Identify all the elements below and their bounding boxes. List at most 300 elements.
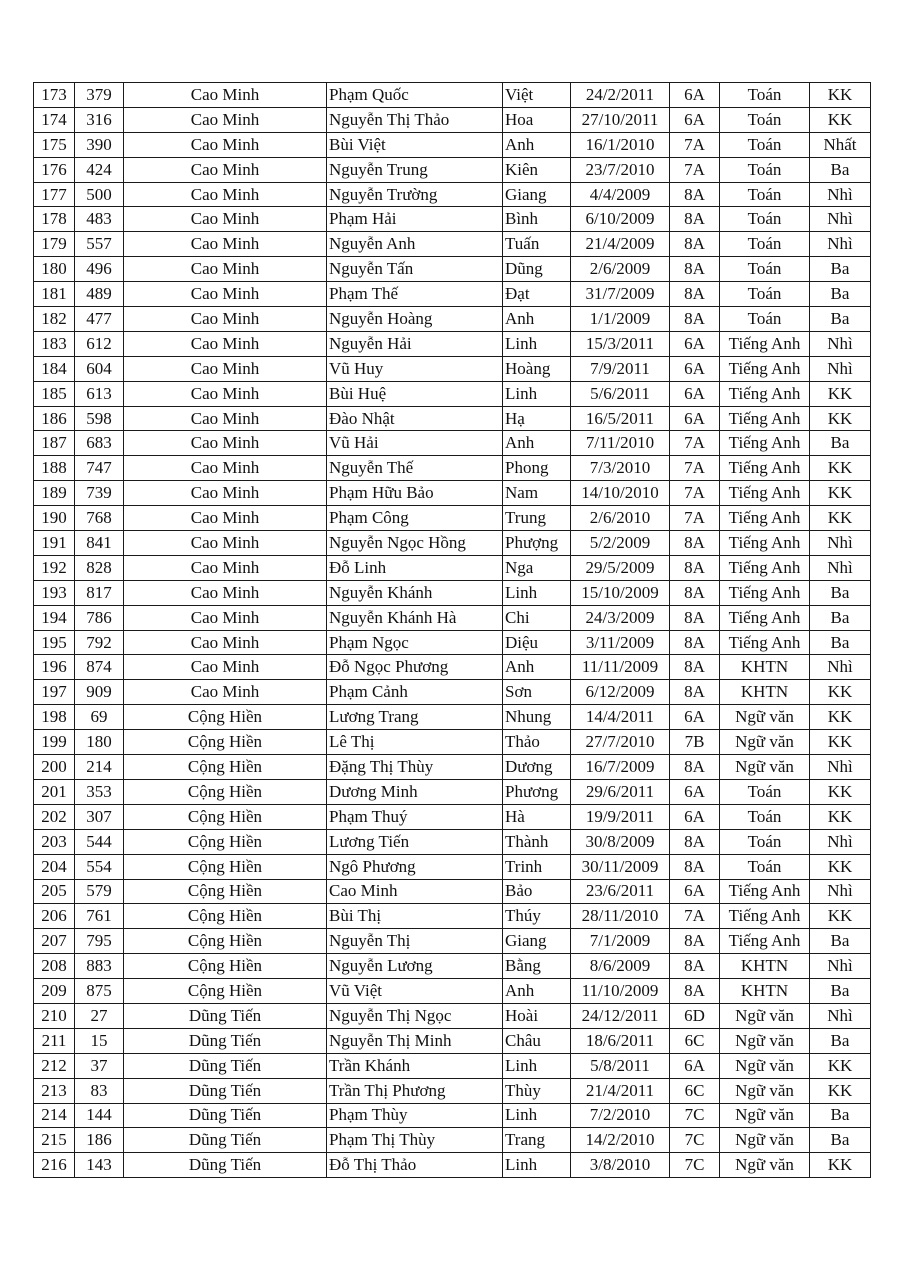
table-row [34,1053,871,1078]
cell-surname: Phạm Thị Thùy [327,1128,503,1153]
table-row [34,979,871,1004]
cell-class: 8A [670,257,720,282]
cell-candidate-number: 186 [75,1128,124,1153]
cell-date-of-birth: 21/4/2011 [571,1078,670,1103]
cell-surname: Đỗ Ngọc Phương [327,655,503,680]
cell-subject: Ngữ văn [720,755,810,780]
cell-stt: 187 [34,431,75,456]
cell-given-name: Trung [503,506,571,531]
cell-prize: Ba [810,1128,871,1153]
table-row [34,157,871,182]
cell-prize: Nhì [810,331,871,356]
cell-surname: Phạm Cảnh [327,680,503,705]
cell-candidate-number: 841 [75,531,124,556]
cell-date-of-birth: 1/1/2009 [571,307,670,332]
cell-school: Cộng Hiền [124,854,327,879]
cell-subject: Ngữ văn [720,1128,810,1153]
cell-school: Cao Minh [124,157,327,182]
table-row [34,954,871,979]
cell-candidate-number: 909 [75,680,124,705]
cell-surname: Nguyễn Hải [327,331,503,356]
cell-prize: Ba [810,307,871,332]
cell-prize: KK [810,730,871,755]
cell-class: 8A [670,232,720,257]
cell-candidate-number: 557 [75,232,124,257]
cell-prize: KK [810,705,871,730]
cell-school: Cao Minh [124,630,327,655]
cell-given-name: Châu [503,1028,571,1053]
cell-subject: KHTN [720,954,810,979]
cell-subject: Tiếng Anh [720,904,810,929]
cell-date-of-birth: 15/10/2009 [571,580,670,605]
cell-surname: Nguyễn Ngọc Hồng [327,531,503,556]
cell-prize: Nhì [810,555,871,580]
cell-candidate-number: 489 [75,282,124,307]
cell-date-of-birth: 4/4/2009 [571,182,670,207]
cell-date-of-birth: 23/6/2011 [571,879,670,904]
cell-school: Cao Minh [124,282,327,307]
cell-class: 6C [670,1028,720,1053]
cell-given-name: Anh [503,655,571,680]
cell-prize: KK [810,83,871,108]
table-row [34,307,871,332]
table-row [34,431,871,456]
cell-surname: Nguyễn Trung [327,157,503,182]
cell-prize: Ba [810,630,871,655]
cell-surname: Phạm Ngọc [327,630,503,655]
table-row [34,779,871,804]
cell-class: 8A [670,207,720,232]
cell-date-of-birth: 5/8/2011 [571,1053,670,1078]
cell-school: Cộng Hiền [124,755,327,780]
table-row [34,381,871,406]
cell-surname: Trần Thị Phương [327,1078,503,1103]
cell-date-of-birth: 3/8/2010 [571,1153,670,1178]
cell-stt: 211 [34,1028,75,1053]
cell-class: 8A [670,979,720,1004]
cell-given-name: Diệu [503,630,571,655]
cell-surname: Nguyễn Tấn [327,257,503,282]
cell-prize: KK [810,381,871,406]
cell-subject: Tiếng Anh [720,506,810,531]
cell-prize: KK [810,779,871,804]
cell-date-of-birth: 7/11/2010 [571,431,670,456]
cell-surname: Nguyễn Thị Thảo [327,107,503,132]
cell-given-name: Phượng [503,531,571,556]
cell-school: Cộng Hiền [124,804,327,829]
table-row [34,605,871,630]
cell-school: Dũng Tiến [124,1003,327,1028]
cell-surname: Lê Thị [327,730,503,755]
cell-date-of-birth: 16/7/2009 [571,755,670,780]
table-row [34,331,871,356]
cell-surname: Nguyễn Thị [327,929,503,954]
table-row [34,282,871,307]
cell-candidate-number: 390 [75,132,124,157]
cell-given-name: Phương [503,779,571,804]
cell-school: Cao Minh [124,456,327,481]
cell-class: 7C [670,1153,720,1178]
table-row [34,680,871,705]
cell-class: 7A [670,456,720,481]
cell-candidate-number: 874 [75,655,124,680]
cell-given-name: Hoài [503,1003,571,1028]
cell-candidate-number: 747 [75,456,124,481]
cell-given-name: Linh [503,1103,571,1128]
cell-stt: 178 [34,207,75,232]
table-row [34,929,871,954]
cell-given-name: Kiên [503,157,571,182]
cell-given-name: Đạt [503,282,571,307]
cell-surname: Bùi Huệ [327,381,503,406]
cell-given-name: Anh [503,307,571,332]
cell-given-name: Thúy [503,904,571,929]
cell-class: 8A [670,854,720,879]
table-row [34,356,871,381]
cell-class: 7A [670,481,720,506]
cell-prize: Nhì [810,182,871,207]
cell-surname: Lương Tiến [327,829,503,854]
cell-given-name: Anh [503,132,571,157]
cell-candidate-number: 483 [75,207,124,232]
cell-date-of-birth: 14/10/2010 [571,481,670,506]
cell-subject: Ngữ văn [720,1053,810,1078]
cell-subject: Toán [720,282,810,307]
cell-prize: KK [810,506,871,531]
cell-prize: Nhì [810,1003,871,1028]
cell-subject: KHTN [720,680,810,705]
cell-school: Cộng Hiền [124,829,327,854]
cell-given-name: Chi [503,605,571,630]
cell-class: 8A [670,655,720,680]
cell-stt: 199 [34,730,75,755]
cell-date-of-birth: 7/2/2010 [571,1103,670,1128]
cell-school: Cao Minh [124,257,327,282]
table-row [34,755,871,780]
cell-school: Cao Minh [124,83,327,108]
cell-candidate-number: 828 [75,555,124,580]
cell-date-of-birth: 16/1/2010 [571,132,670,157]
cell-class: 6A [670,406,720,431]
cell-class: 7A [670,506,720,531]
cell-date-of-birth: 8/6/2009 [571,954,670,979]
cell-date-of-birth: 29/6/2011 [571,779,670,804]
cell-date-of-birth: 29/5/2009 [571,555,670,580]
cell-given-name: Linh [503,1053,571,1078]
cell-subject: Tiếng Anh [720,456,810,481]
cell-candidate-number: 579 [75,879,124,904]
cell-given-name: Linh [503,331,571,356]
cell-date-of-birth: 16/5/2011 [571,406,670,431]
table-row [34,854,871,879]
cell-date-of-birth: 31/7/2009 [571,282,670,307]
cell-subject: Tiếng Anh [720,406,810,431]
cell-prize: Ba [810,257,871,282]
cell-subject: Tiếng Anh [720,531,810,556]
cell-prize: KK [810,1053,871,1078]
table-row [34,456,871,481]
cell-class: 6D [670,1003,720,1028]
cell-given-name: Hoa [503,107,571,132]
cell-candidate-number: 795 [75,929,124,954]
cell-subject: Toán [720,207,810,232]
cell-school: Cộng Hiền [124,929,327,954]
cell-stt: 179 [34,232,75,257]
cell-prize: KK [810,107,871,132]
cell-subject: Toán [720,132,810,157]
cell-stt: 190 [34,506,75,531]
table-row [34,1078,871,1103]
cell-prize: KK [810,456,871,481]
table-row [34,406,871,431]
cell-school: Cao Minh [124,555,327,580]
cell-surname: Cao Minh [327,879,503,904]
table-row [34,257,871,282]
cell-candidate-number: 544 [75,829,124,854]
cell-school: Dũng Tiến [124,1028,327,1053]
cell-subject: Ngữ văn [720,1103,810,1128]
cell-given-name: Linh [503,1153,571,1178]
cell-date-of-birth: 21/4/2009 [571,232,670,257]
cell-school: Dũng Tiến [124,1078,327,1103]
cell-given-name: Giang [503,182,571,207]
cell-surname: Đào Nhật [327,406,503,431]
cell-surname: Đỗ Thị Thảo [327,1153,503,1178]
cell-candidate-number: 786 [75,605,124,630]
cell-stt: 175 [34,132,75,157]
cell-given-name: Nam [503,481,571,506]
cell-subject: Tiếng Anh [720,381,810,406]
cell-stt: 183 [34,331,75,356]
cell-class: 8A [670,531,720,556]
table-row [34,705,871,730]
cell-stt: 215 [34,1128,75,1153]
cell-school: Cộng Hiền [124,979,327,1004]
cell-prize: KK [810,804,871,829]
cell-candidate-number: 83 [75,1078,124,1103]
cell-stt: 206 [34,904,75,929]
cell-prize: Ba [810,605,871,630]
cell-class: 6A [670,705,720,730]
cell-given-name: Bảo [503,879,571,904]
cell-class: 7A [670,157,720,182]
cell-given-name: Dũng [503,257,571,282]
cell-subject: KHTN [720,655,810,680]
cell-date-of-birth: 6/10/2009 [571,207,670,232]
cell-given-name: Thành [503,829,571,854]
table-row [34,1028,871,1053]
cell-subject: Toán [720,779,810,804]
cell-stt: 184 [34,356,75,381]
cell-class: 7C [670,1103,720,1128]
cell-stt: 207 [34,929,75,954]
cell-candidate-number: 883 [75,954,124,979]
cell-subject: Tiếng Anh [720,331,810,356]
cell-candidate-number: 180 [75,730,124,755]
cell-date-of-birth: 5/2/2009 [571,531,670,556]
cell-subject: Ngữ văn [720,1028,810,1053]
cell-class: 6A [670,879,720,904]
cell-given-name: Linh [503,381,571,406]
cell-date-of-birth: 11/10/2009 [571,979,670,1004]
cell-class: 8A [670,555,720,580]
table-row [34,904,871,929]
cell-school: Cao Minh [124,331,327,356]
cell-class: 8A [670,755,720,780]
cell-school: Cao Minh [124,182,327,207]
cell-date-of-birth: 27/7/2010 [571,730,670,755]
cell-candidate-number: 875 [75,979,124,1004]
table-row [34,1003,871,1028]
cell-candidate-number: 316 [75,107,124,132]
cell-candidate-number: 69 [75,705,124,730]
cell-class: 6A [670,804,720,829]
cell-prize: KK [810,481,871,506]
cell-school: Cao Minh [124,107,327,132]
cell-prize: Nhì [810,207,871,232]
cell-stt: 186 [34,406,75,431]
cell-surname: Nguyễn Trường [327,182,503,207]
cell-stt: 176 [34,157,75,182]
cell-school: Cộng Hiền [124,954,327,979]
table-row [34,207,871,232]
cell-surname: Phạm Thuý [327,804,503,829]
cell-given-name: Dương [503,755,571,780]
cell-prize: KK [810,904,871,929]
cell-surname: Phạm Quốc [327,83,503,108]
table-row [34,232,871,257]
cell-class: 6A [670,1053,720,1078]
cell-given-name: Thảo [503,730,571,755]
cell-school: Cao Minh [124,506,327,531]
cell-date-of-birth: 7/3/2010 [571,456,670,481]
table-row [34,506,871,531]
cell-date-of-birth: 27/10/2011 [571,107,670,132]
cell-school: Cộng Hiền [124,779,327,804]
table-row [34,580,871,605]
cell-school: Dũng Tiến [124,1053,327,1078]
cell-class: 8A [670,680,720,705]
cell-class: 6C [670,1078,720,1103]
cell-given-name: Bình [503,207,571,232]
cell-stt: 212 [34,1053,75,1078]
cell-surname: Nguyễn Khánh [327,580,503,605]
cell-subject: Toán [720,83,810,108]
cell-school: Cao Minh [124,431,327,456]
cell-date-of-birth: 14/4/2011 [571,705,670,730]
cell-prize: Nhì [810,531,871,556]
cell-school: Cao Minh [124,307,327,332]
cell-subject: Ngữ văn [720,1003,810,1028]
cell-subject: Tiếng Anh [720,481,810,506]
cell-class: 6A [670,107,720,132]
cell-surname: Dương Minh [327,779,503,804]
cell-candidate-number: 307 [75,804,124,829]
cell-stt: 205 [34,879,75,904]
table-row [34,829,871,854]
cell-candidate-number: 792 [75,630,124,655]
cell-given-name: Phong [503,456,571,481]
results-table [33,82,871,1178]
cell-stt: 185 [34,381,75,406]
cell-candidate-number: 37 [75,1053,124,1078]
cell-date-of-birth: 24/3/2009 [571,605,670,630]
cell-given-name: Trang [503,1128,571,1153]
cell-candidate-number: 496 [75,257,124,282]
cell-surname: Lương Trang [327,705,503,730]
cell-subject: Ngữ văn [720,1153,810,1178]
cell-school: Cộng Hiền [124,904,327,929]
cell-date-of-birth: 28/11/2010 [571,904,670,929]
cell-date-of-birth: 2/6/2010 [571,506,670,531]
cell-candidate-number: 613 [75,381,124,406]
cell-subject: Tiếng Anh [720,879,810,904]
cell-class: 8A [670,829,720,854]
cell-prize: KK [810,680,871,705]
cell-prize: Nhất [810,132,871,157]
cell-candidate-number: 27 [75,1003,124,1028]
cell-candidate-number: 604 [75,356,124,381]
cell-date-of-birth: 18/6/2011 [571,1028,670,1053]
cell-surname: Bùi Việt [327,132,503,157]
cell-candidate-number: 477 [75,307,124,332]
cell-subject: Tiếng Anh [720,555,810,580]
cell-candidate-number: 612 [75,331,124,356]
cell-prize: Ba [810,431,871,456]
table-row [34,630,871,655]
cell-prize: Nhì [810,755,871,780]
cell-stt: 214 [34,1103,75,1128]
cell-date-of-birth: 7/1/2009 [571,929,670,954]
cell-stt: 208 [34,954,75,979]
cell-school: Cộng Hiền [124,879,327,904]
cell-given-name: Tuấn [503,232,571,257]
cell-surname: Phạm Công [327,506,503,531]
cell-candidate-number: 353 [75,779,124,804]
cell-class: 8A [670,307,720,332]
cell-stt: 203 [34,829,75,854]
cell-prize: KK [810,1078,871,1103]
cell-school: Cao Minh [124,605,327,630]
cell-subject: Toán [720,232,810,257]
cell-school: Cộng Hiền [124,705,327,730]
cell-candidate-number: 817 [75,580,124,605]
results-table-body [34,83,871,1178]
cell-candidate-number: 500 [75,182,124,207]
cell-subject: Toán [720,307,810,332]
cell-class: 8A [670,954,720,979]
cell-subject: Toán [720,854,810,879]
cell-subject: Toán [720,257,810,282]
cell-given-name: Nhung [503,705,571,730]
table-row [34,879,871,904]
cell-school: Cao Minh [124,207,327,232]
cell-surname: Phạm Thế [327,282,503,307]
cell-surname: Ngô Phương [327,854,503,879]
cell-school: Cao Minh [124,531,327,556]
cell-date-of-birth: 3/11/2009 [571,630,670,655]
cell-school: Dũng Tiến [124,1103,327,1128]
cell-given-name: Hà [503,804,571,829]
cell-date-of-birth: 24/2/2011 [571,83,670,108]
cell-given-name: Anh [503,979,571,1004]
cell-class: 6A [670,779,720,804]
cell-given-name: Hoàng [503,356,571,381]
cell-subject: Toán [720,107,810,132]
cell-prize: KK [810,406,871,431]
cell-candidate-number: 379 [75,83,124,108]
table-row [34,1128,871,1153]
